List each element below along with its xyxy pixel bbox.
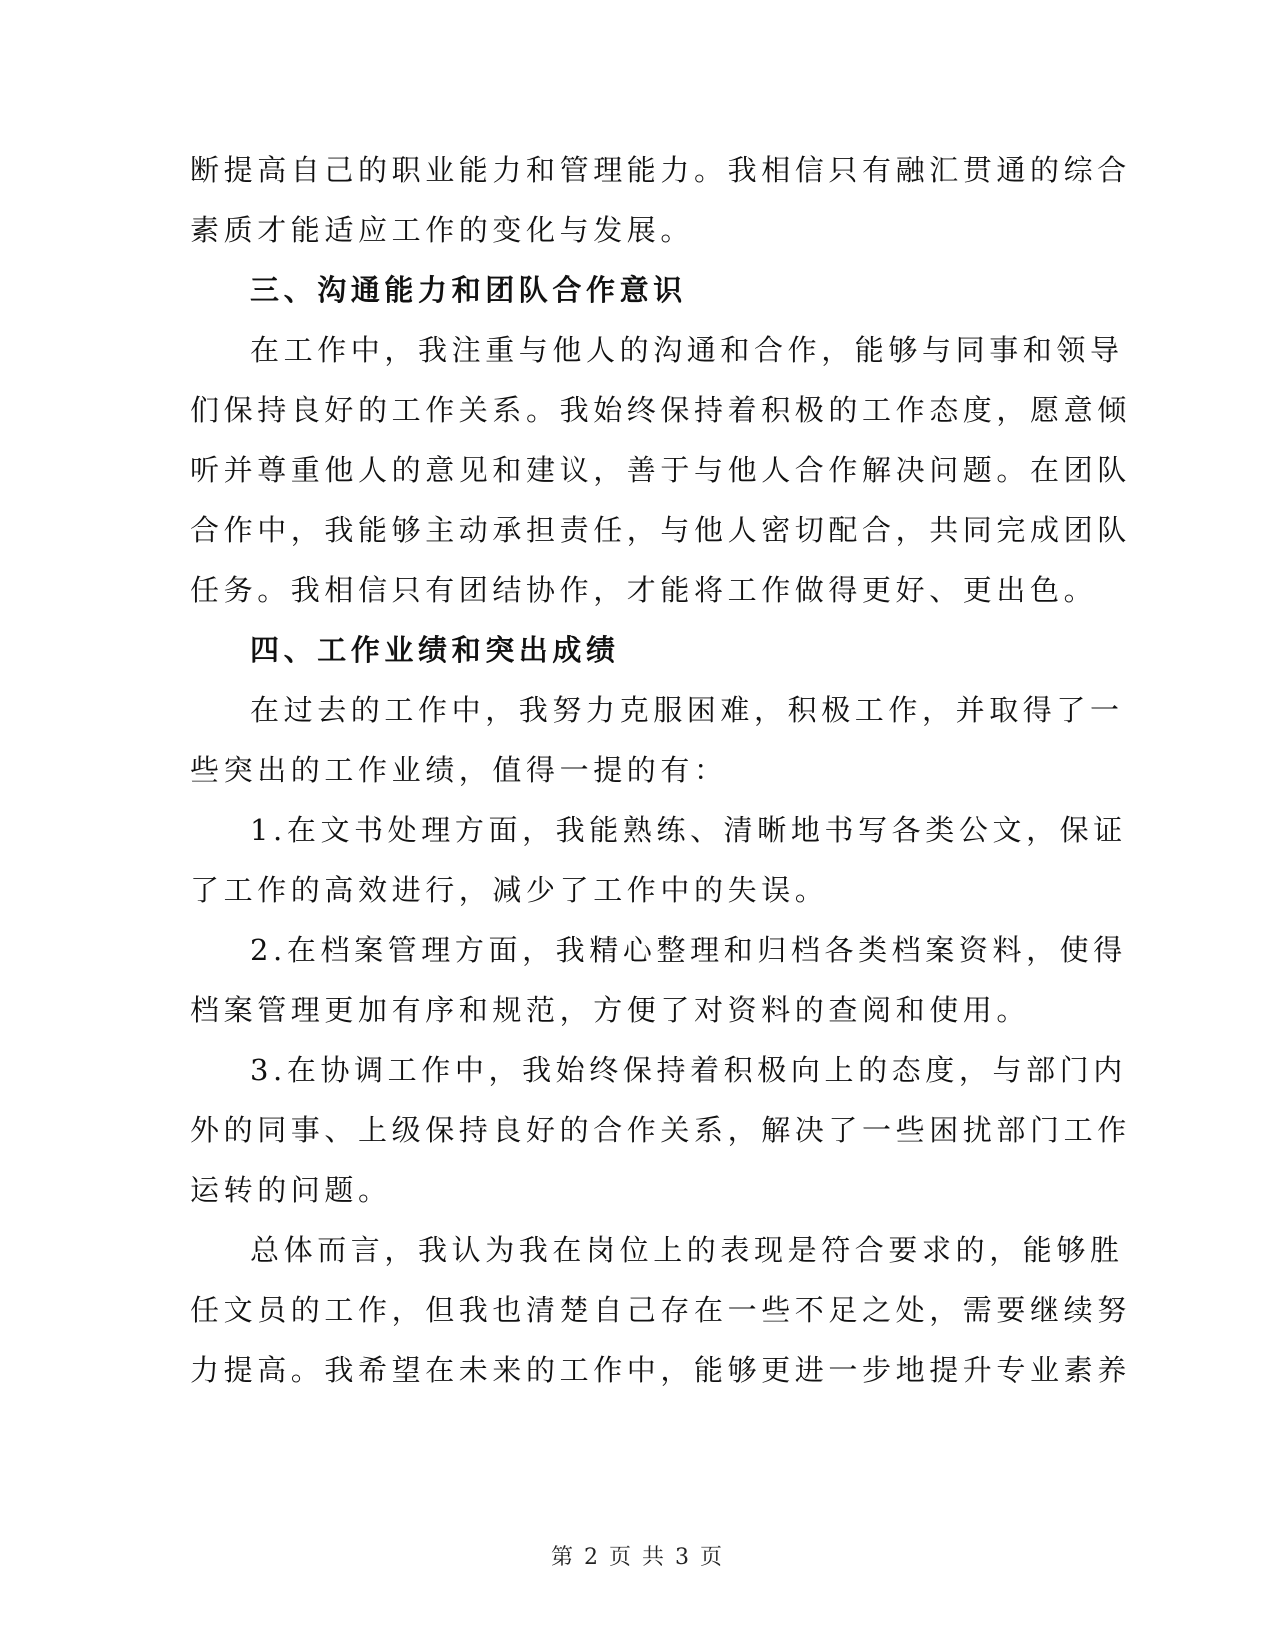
section-heading-3: 三、沟通能力和团队合作意识 <box>250 273 687 307</box>
paragraph-line: 些突出的工作业绩，值得一提的有： <box>190 753 728 787</box>
list-item-2-line: 2.在档案管理方面，我精心整理和归档各类档案资料，使得 <box>250 933 1127 967</box>
document-body <box>190 140 1131 1400</box>
list-item-1-line: 1.在文书处理方面，我能熟练、清晰地书写各类公文，保证 <box>250 813 1127 847</box>
section-heading-4: 四、工作业绩和突出成绩 <box>250 633 620 667</box>
list-item-3-line: 3.在协调工作中，我始终保持着积极向上的态度，与部门内 <box>250 1053 1127 1087</box>
paragraph-line: 断提高自己的职业能力和管理能力。我相信只有融汇贯通的综合 <box>190 153 1131 187</box>
list-item-3-line: 运转的问题。 <box>190 1173 392 1207</box>
paragraph-line: 在过去的工作中，我努力克服困难，积极工作，并取得了一 <box>250 693 1124 727</box>
paragraph-line: 任务。我相信只有团结协作，才能将工作做得更好、更出色。 <box>190 573 1098 607</box>
paragraph-line: 合作中，我能够主动承担责任，与他人密切配合，共同完成团队 <box>190 513 1131 547</box>
list-item-1-line: 了工作的高效进行，减少了工作中的失误。 <box>190 873 829 907</box>
page-number: 第 2 页 共 3 页 <box>551 1545 724 1570</box>
paragraph-line: 素质才能适应工作的变化与发展。 <box>190 213 695 247</box>
paragraph-line: 在工作中，我注重与他人的沟通和合作，能够与同事和领导 <box>250 333 1124 367</box>
list-item-2-line: 档案管理更加有序和规范，方便了对资料的查阅和使用。 <box>190 993 1031 1027</box>
paragraph-line: 任文员的工作，但我也清楚自己存在一些不足之处，需要继续努 <box>190 1293 1131 1327</box>
paragraph-line: 们保持良好的工作关系。我始终保持着积极的工作态度，愿意倾 <box>190 393 1131 427</box>
list-item-3-line: 外的同事、上级保持良好的合作关系，解决了一些困扰部门工作 <box>190 1113 1131 1147</box>
paragraph-line: 总体而言，我认为我在岗位上的表现是符合要求的，能够胜 <box>250 1233 1124 1267</box>
paragraph-line: 力提高。我希望在未来的工作中，能够更进一步地提升专业素养 <box>190 1353 1131 1387</box>
paragraph-line: 听并尊重他人的意见和建议，善于与他人合作解决问题。在团队 <box>190 453 1131 487</box>
